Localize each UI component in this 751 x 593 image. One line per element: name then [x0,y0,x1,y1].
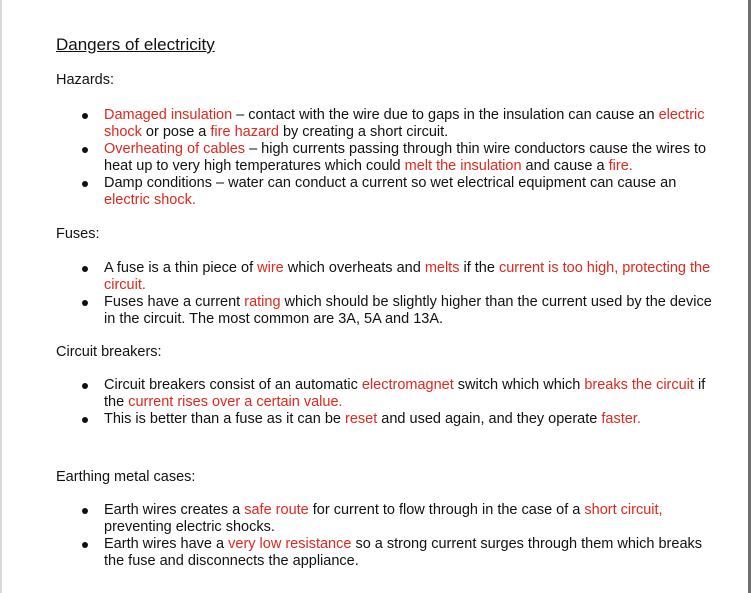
page-title: Dangers of electricity [56,35,215,54]
text-span: and used again, and they operate [377,411,602,427]
text-span: Earth wires have a [104,536,229,552]
text-span: which overheats and [283,260,425,276]
list-item [56,536,716,570]
bullet-icon [82,508,88,514]
text-span: Circuit breakers consist of an automatic [104,377,362,393]
text-span: and cause a [521,158,609,174]
section-heading-fuses: Fuses: [56,226,100,242]
text-span: fire hazard [210,124,279,140]
bullet-icon [82,542,88,548]
text-span: short circuit, [584,502,663,518]
text-span: wire [257,260,284,276]
fuses-list [56,260,716,328]
section-heading-earthing: Earthing metal cases: [56,469,196,485]
list-item [56,141,716,175]
hazards-list [56,107,716,209]
text-span: by creating a short circuit. [278,124,449,140]
text-span: electromagnet [361,377,454,393]
text-span: electric shock [104,107,705,140]
circuit-breakers-list [56,377,716,428]
text-span: if the [104,377,706,410]
text-span: which should be slightly higher than the current used by the device in the circuit. The most common are 3A, 5A and 13A. [104,294,712,327]
text-span: electric shock. [104,192,196,208]
text-span: if the [459,260,499,276]
text-span: Damaged insulation [104,107,233,123]
text-span: – contact with the wire due to gaps in the insulation can cause an [232,107,659,123]
text-span: Fuses have a current [104,294,245,310]
text-span: A fuse is a thin piece of [104,260,258,276]
list-item [56,502,716,536]
bullet-icon [82,113,88,119]
bullet-icon [82,300,88,306]
bullet-icon [82,417,88,423]
list-item [56,377,716,411]
text-span: current rises over a certain value. [128,394,343,410]
list-item [56,175,716,209]
text-span: Earth wires creates a [104,502,245,518]
page-edge-left [0,0,2,593]
list-item [56,260,716,294]
text-span: for current to flow through in the case of a [308,502,585,518]
list-item [56,107,716,141]
bullet-icon [82,147,88,153]
text-span: fire. [608,158,633,174]
text-span: reset [345,411,378,427]
text-span: melts [424,260,460,276]
text-span: rating [244,294,281,310]
text-span: so a strong current surges through them which breaks the fuse and disconnects the appliance. [104,536,703,569]
bullet-icon [82,383,88,389]
bullet-icon [82,181,88,187]
section-heading-hazards: Hazards: [56,72,115,88]
text-span: faster. [601,411,641,427]
text-span: melt the insulation [404,158,522,174]
text-span: very low resistance [228,536,352,552]
list-item [56,411,716,428]
list-item [56,294,716,328]
text-span: or pose a [141,124,211,140]
text-span: safe route [244,502,309,518]
section-heading-circuit-breakers: Circuit breakers: [56,344,162,360]
earthing-list [56,502,716,570]
text-span: current is too high, protecting the circuit. [104,260,711,293]
text-span: Damp conditions – water can conduct a current so wet electrical equipment can cause an [104,175,677,191]
text-span: Overheating of cables [104,141,246,157]
text-span: This is better than a fuse as it can be [104,411,345,427]
text-span: preventing electric shocks. [104,519,275,535]
text-span: breaks the circuit [584,377,694,393]
text-span: switch which which [453,377,585,393]
text-span: – high currents passing through thin wire conductors cause the wires to heat up to very high temperatures which could [104,141,707,174]
bullet-icon [82,266,88,272]
